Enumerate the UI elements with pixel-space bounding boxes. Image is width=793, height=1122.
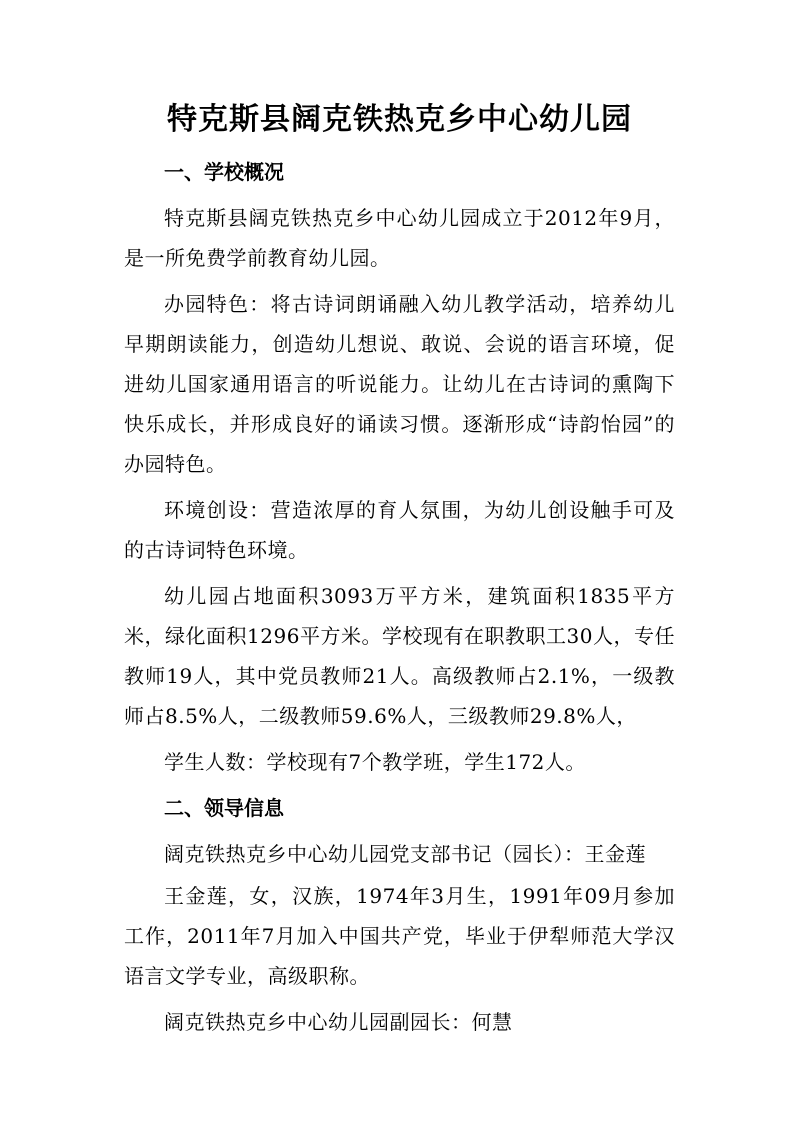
paragraph-deputy-director: 阔克铁热克乡中心幼儿园副园长：何慧 [164, 1010, 513, 1034]
paragraph-party-secretary: 阔克铁热克乡中心幼儿园党支部书记（园长）：王金莲 [164, 842, 646, 866]
paragraph-founding: 特克斯县阔克铁热克乡中心幼儿园成立于2012年9月，是一所免费学前教育幼儿园。 [124, 206, 675, 270]
paragraph-environment: 环境创设：营造浓厚的育人氛围，为幼儿创设触手可及的古诗词特色环境。 [124, 498, 675, 562]
paragraph-features: 办园特色：将古诗词朗诵融入幼儿教学活动，培养幼儿早期朗读能力，创造幼儿想说、敢说、会说的语言环境，促进幼儿国家通用语言的听说能力。让幼儿在古诗词的熏陶下快乐成长，并形成良好的诵读习惯。逐渐形成“诗韵怡园”的办园特色。 [124, 292, 675, 476]
section-heading-school-overview: 一、学校概况 [164, 160, 284, 184]
document-title: 特克斯县阔克铁热克乡中心幼儿园 [167, 102, 632, 137]
paragraph-student-count: 学生人数：学校现有7个教学班，学生172人。 [164, 750, 586, 774]
paragraph-director-bio: 王金莲，女，汉族，1974年3月生，1991年09月参加工作，2011年7月加入中国共产党，毕业于伊犁师范大学汉语言文学专业，高级职称。 [124, 884, 675, 988]
section-heading-leadership: 二、领导信息 [164, 796, 284, 820]
paragraph-facilities-staff: 幼儿园占地面积3093万平方米，建筑面积1835平方米，绿化面积1296平方米。学校现有在职教职工30人，专任教师19人，其中党员教师21人。高级教师占2.1%，一级教师占8.5%人，二级教师59.6%人，三级教师29.8%人， [124, 584, 675, 728]
